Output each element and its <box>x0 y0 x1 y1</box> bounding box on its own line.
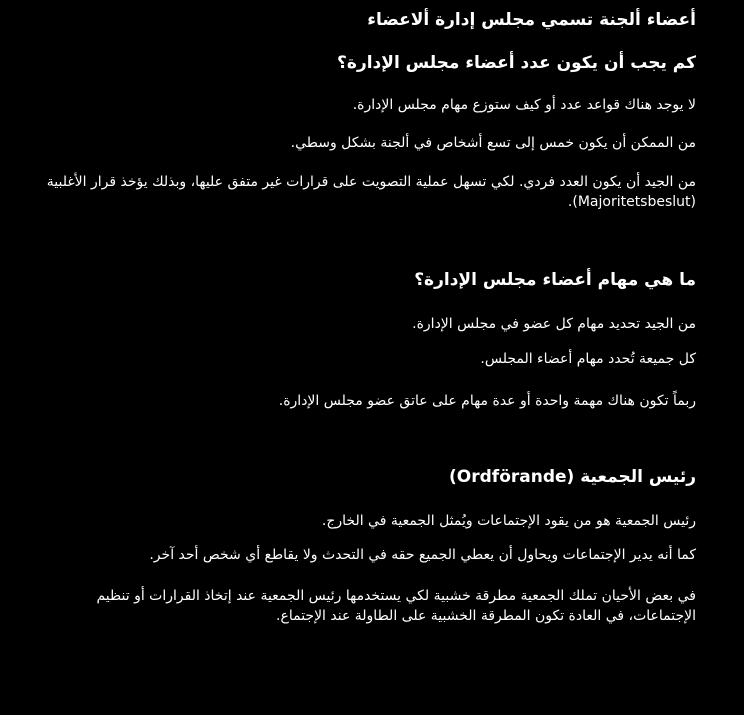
paragraph: كما أنه يدير الإجتماعات ويحاول أن يعطي الجميع حقه في التحدث ولا يقاطع أي شخص أحد آخر. <box>149 547 696 563</box>
section-heading-chairman: رئيس الجمعية (Ordförande) <box>449 467 696 487</box>
paragraph-block <box>20 95 696 115</box>
document-title-block <box>20 10 696 30</box>
paragraph-block <box>20 172 696 212</box>
paragraph-continuation: الإجتماعات، في العادة تكون المطرقة الخشبية على الطاولة عند الإجتماع. <box>276 608 696 624</box>
paragraph-block <box>20 545 696 565</box>
paragraph-block <box>20 314 696 334</box>
paragraph-block <box>20 586 696 626</box>
paragraph: من الجيد تحديد مهام كل عضو في مجلس الإدارة. <box>412 316 696 332</box>
paragraph-block <box>20 511 696 531</box>
paragraph: في بعض الأحيان تملك الجمعية مطرقة خشبية لكي يستخدمها رئيس الجمعية عند إتخاذ القرارات أو تنظيم <box>96 588 696 604</box>
page-title: أعضاء ألجنة تسمي مجلس إدارة ألاعضاء <box>367 10 696 30</box>
paragraph: ربماً تكون هناك مهمة واحدة أو عدة مهام على عاتق عضو مجلس الإدارة. <box>278 393 696 409</box>
section-heading-board-tasks: ما هي مهام أعضاء مجلس الإدارة؟ <box>414 270 696 290</box>
section-chairman-heading-block <box>20 467 696 487</box>
paragraph-continuation: (Majoritetsbeslut). <box>567 194 696 210</box>
paragraph: كل جميعة تُحدد مهام أعضاء المجلس. <box>480 351 696 367</box>
section-board-size-heading-block <box>20 53 696 73</box>
section-heading-board-size: كم يجب أن يكون عدد أعضاء مجلس الإدارة؟ <box>337 53 696 73</box>
paragraph-block <box>20 391 696 411</box>
paragraph-block <box>20 349 696 369</box>
paragraph: لا يوجد هناك قواعد عدد أو كيف ستوزع مهام مجلس الإدارة. <box>352 97 696 113</box>
paragraph: من الجيد أن يكون العدد فردي. لكي تسهل عملية التصويت على قرارات غير متفق عليها، وبذلك يؤخذ قرار الأغلبية <box>46 174 696 190</box>
paragraph-block <box>20 133 696 153</box>
paragraph: من الممكن أن يكون خمس إلى تسع أشخاص في ألجنة بشكل وسطي. <box>290 135 696 151</box>
section-board-tasks-heading-block <box>20 270 696 290</box>
paragraph: رئيس الجمعية هو من يقود الإجتماعات ويُمثل الجمعية في الخارج. <box>321 513 696 529</box>
